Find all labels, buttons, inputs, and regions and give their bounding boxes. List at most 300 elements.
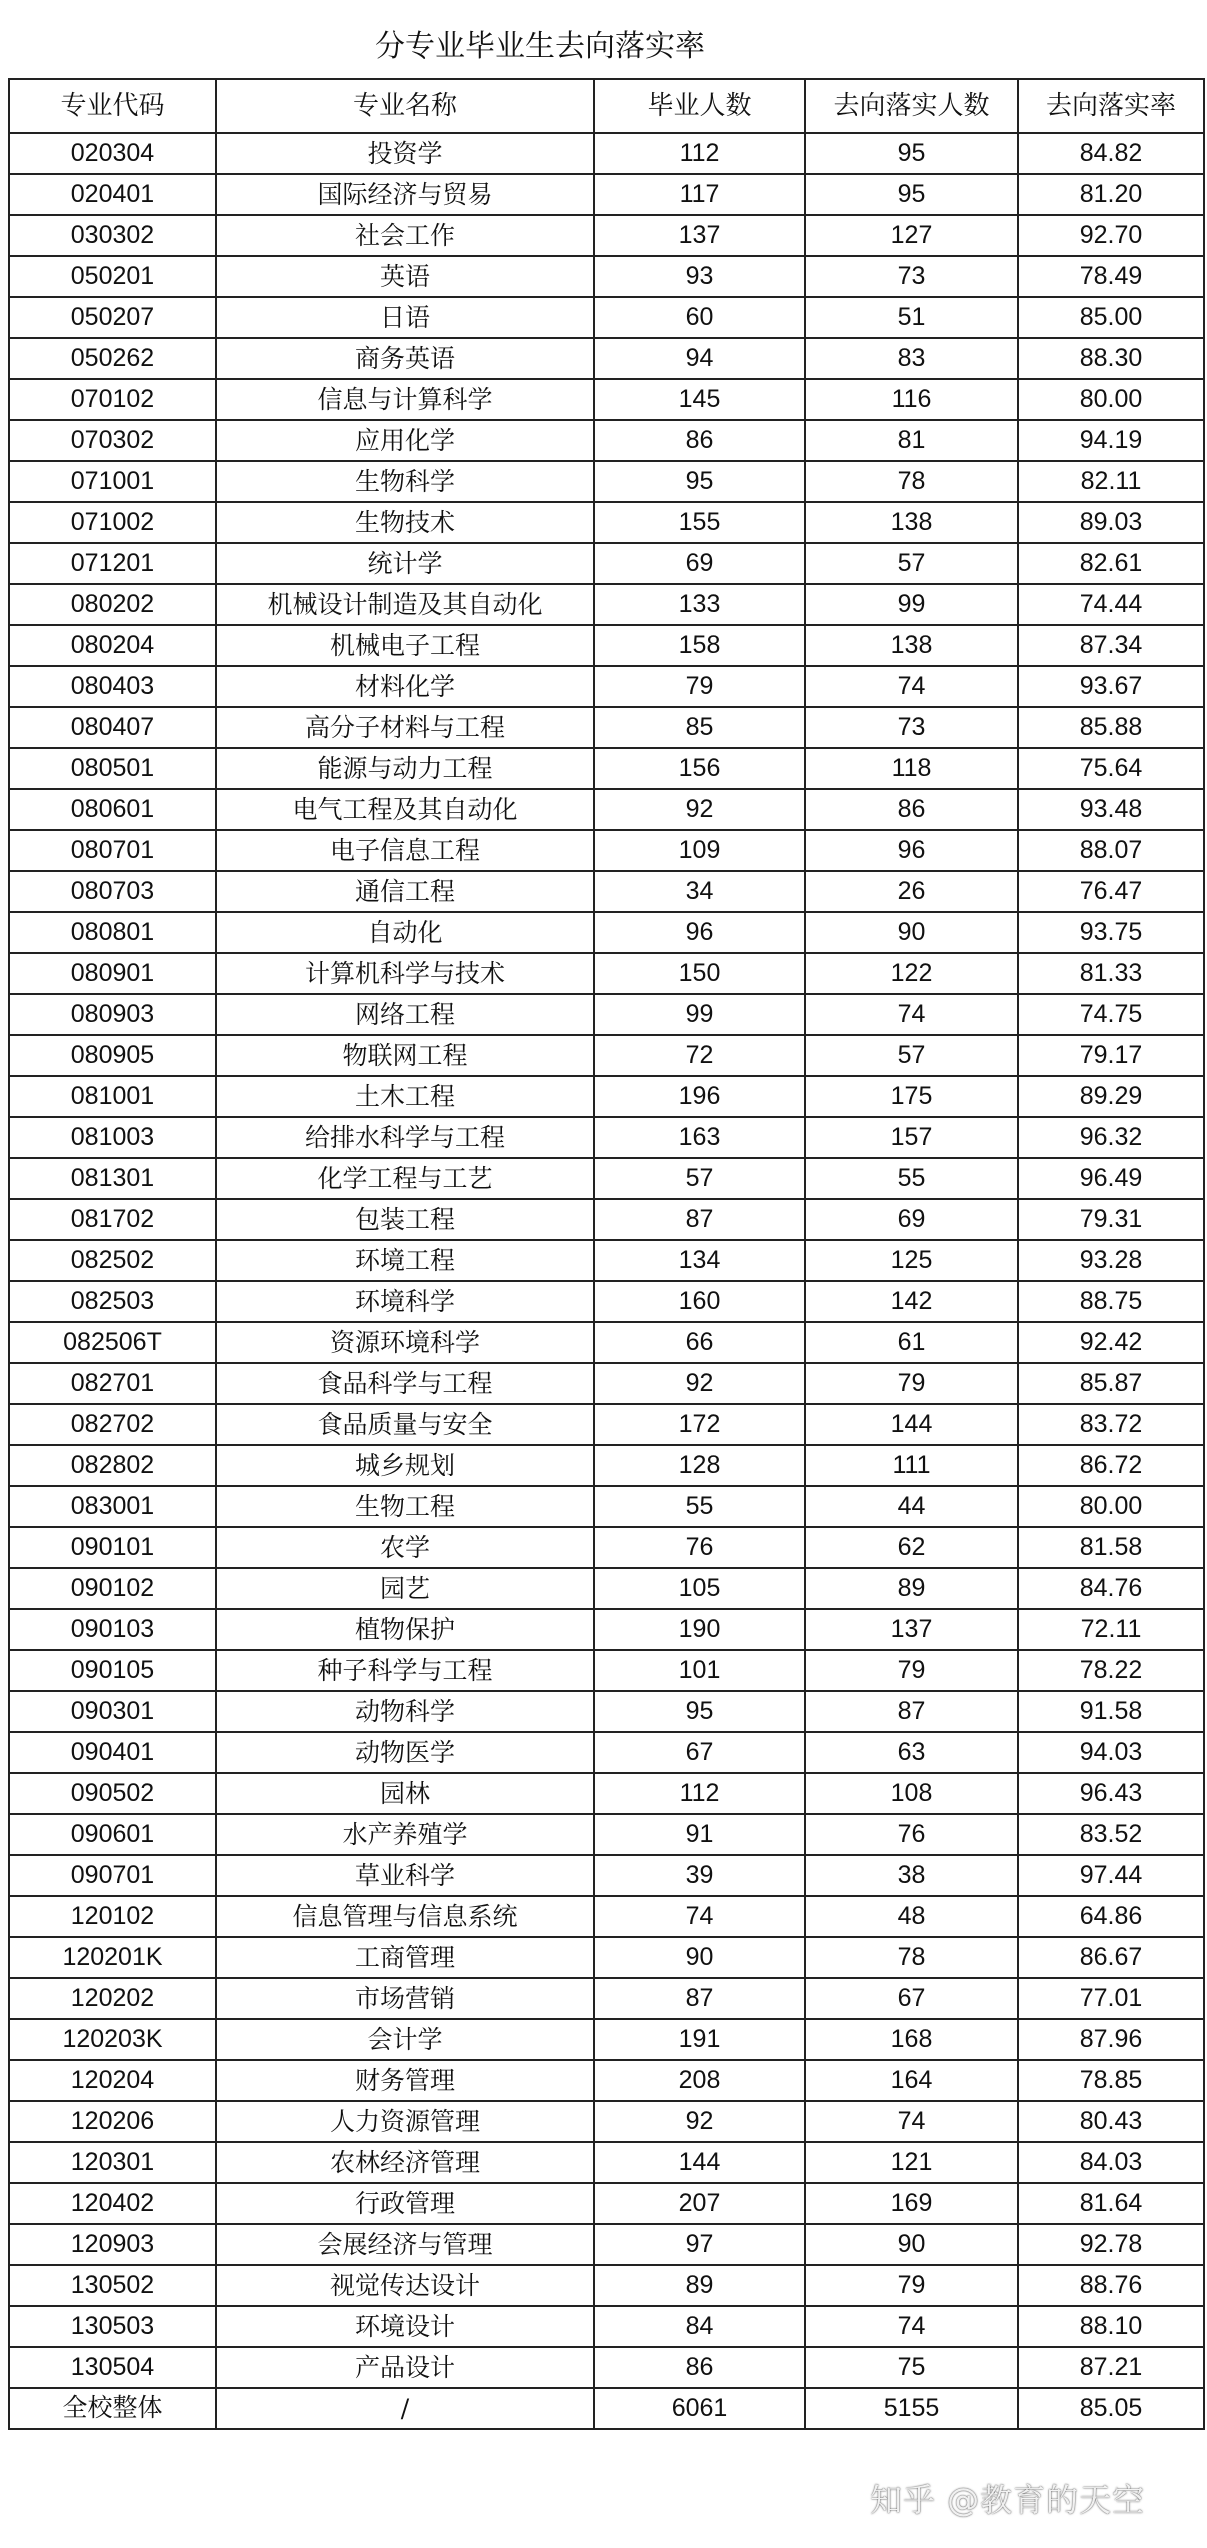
- cell-placement-rate: 83.52: [1018, 1814, 1204, 1855]
- cell-placed: 138: [805, 502, 1018, 543]
- table-row: [9, 1486, 1204, 1527]
- cell-placement-rate: 83.72: [1018, 1404, 1204, 1445]
- cell-major-code: 090102: [9, 1568, 216, 1609]
- cell-major-code: 050201: [9, 256, 216, 297]
- cell-major-name: /: [216, 2388, 594, 2429]
- cell-placement-rate: 87.96: [1018, 2019, 1204, 2060]
- cell-major-name: 财务管理: [216, 2060, 594, 2101]
- cell-major-code: 071001: [9, 461, 216, 502]
- cell-major-name: 生物科学: [216, 461, 594, 502]
- cell-major-name: 包装工程: [216, 1199, 594, 1240]
- cell-major-code: 080204: [9, 625, 216, 666]
- cell-major-code: 130502: [9, 2265, 216, 2306]
- cell-graduates: 112: [594, 133, 805, 174]
- cell-major-code: 080901: [9, 953, 216, 994]
- cell-major-code: 080403: [9, 666, 216, 707]
- cell-graduates: 101: [594, 1650, 805, 1691]
- cell-major-code: 090103: [9, 1609, 216, 1650]
- cell-graduates: 34: [594, 871, 805, 912]
- cell-major-name: 应用化学: [216, 420, 594, 461]
- cell-graduates: 158: [594, 625, 805, 666]
- cell-major-code: 080801: [9, 912, 216, 953]
- cell-placed: 122: [805, 953, 1018, 994]
- table-row: [9, 1773, 1204, 1814]
- cell-placement-rate: 84.03: [1018, 2142, 1204, 2183]
- cell-major-code: 120903: [9, 2224, 216, 2265]
- cell-placed: 73: [805, 256, 1018, 297]
- cell-graduates: 87: [594, 1978, 805, 2019]
- cell-major-code: 120102: [9, 1896, 216, 1937]
- cell-major-name: 给排水科学与工程: [216, 1117, 594, 1158]
- cell-major-name: 英语: [216, 256, 594, 297]
- table-row: [9, 1937, 1204, 1978]
- cell-placed: 67: [805, 1978, 1018, 2019]
- cell-major-code: 080903: [9, 994, 216, 1035]
- cell-placement-rate: 84.76: [1018, 1568, 1204, 1609]
- cell-graduates: 160: [594, 1281, 805, 1322]
- cell-placement-rate: 86.67: [1018, 1937, 1204, 1978]
- table-row: [9, 748, 1204, 789]
- table-row: [9, 1035, 1204, 1076]
- cell-major-code: 020304: [9, 133, 216, 174]
- cell-major-code: 120301: [9, 2142, 216, 2183]
- cell-major-name: 高分子材料与工程: [216, 707, 594, 748]
- table-row: [9, 1855, 1204, 1896]
- table-row: [9, 2019, 1204, 2060]
- cell-major-code: 120202: [9, 1978, 216, 2019]
- cell-placed: 78: [805, 461, 1018, 502]
- cell-placement-rate: 75.64: [1018, 748, 1204, 789]
- cell-major-name: 土木工程: [216, 1076, 594, 1117]
- cell-graduates: 60: [594, 297, 805, 338]
- cell-major-code: 080601: [9, 789, 216, 830]
- cell-major-code: 090701: [9, 1855, 216, 1896]
- cell-placed: 63: [805, 1732, 1018, 1773]
- cell-major-name: 农学: [216, 1527, 594, 1568]
- cell-major-name: 机械设计制造及其自动化: [216, 584, 594, 625]
- cell-major-code: 082503: [9, 1281, 216, 1322]
- cell-graduates: 55: [594, 1486, 805, 1527]
- cell-graduates: 6061: [594, 2388, 805, 2429]
- header-major-code: 专业代码: [9, 79, 216, 133]
- cell-graduates: 93: [594, 256, 805, 297]
- table-row: [9, 2306, 1204, 2347]
- cell-placed: 73: [805, 707, 1018, 748]
- cell-placement-rate: 92.42: [1018, 1322, 1204, 1363]
- cell-placed: 74: [805, 994, 1018, 1035]
- cell-graduates: 117: [594, 174, 805, 215]
- cell-major-code: 090105: [9, 1650, 216, 1691]
- table-row: [9, 1322, 1204, 1363]
- cell-placed: 95: [805, 174, 1018, 215]
- cell-placed: 74: [805, 666, 1018, 707]
- cell-placement-rate: 79.31: [1018, 1199, 1204, 1240]
- cell-major-code: 080701: [9, 830, 216, 871]
- cell-major-name: 食品科学与工程: [216, 1363, 594, 1404]
- cell-placed: 57: [805, 543, 1018, 584]
- cell-major-name: 日语: [216, 297, 594, 338]
- cell-graduates: 156: [594, 748, 805, 789]
- cell-graduates: 72: [594, 1035, 805, 1076]
- table-row: [9, 543, 1204, 584]
- cell-placed: 168: [805, 2019, 1018, 2060]
- cell-graduates: 86: [594, 2347, 805, 2388]
- cell-graduates: 155: [594, 502, 805, 543]
- cell-major-name: 电气工程及其自动化: [216, 789, 594, 830]
- cell-placed: 125: [805, 1240, 1018, 1281]
- cell-placed: 144: [805, 1404, 1018, 1445]
- cell-placement-rate: 77.01: [1018, 1978, 1204, 2019]
- table-row: [9, 2183, 1204, 2224]
- cell-placed: 81: [805, 420, 1018, 461]
- cell-placed: 118: [805, 748, 1018, 789]
- cell-placed: 169: [805, 2183, 1018, 2224]
- cell-major-code: 090502: [9, 1773, 216, 1814]
- cell-placed: 61: [805, 1322, 1018, 1363]
- cell-placed: 121: [805, 2142, 1018, 2183]
- header-major-name: 专业名称: [216, 79, 594, 133]
- cell-major-code: 050262: [9, 338, 216, 379]
- cell-major-name: 环境设计: [216, 2306, 594, 2347]
- table-row: [9, 174, 1204, 215]
- cell-placement-rate: 79.17: [1018, 1035, 1204, 1076]
- cell-major-name: 市场营销: [216, 1978, 594, 2019]
- cell-placement-rate: 85.00: [1018, 297, 1204, 338]
- graduate-placement-table: [8, 78, 1205, 2430]
- cell-major-name: 资源环境科学: [216, 1322, 594, 1363]
- cell-placed: 138: [805, 625, 1018, 666]
- cell-placement-rate: 93.75: [1018, 912, 1204, 953]
- cell-major-name: 电子信息工程: [216, 830, 594, 871]
- cell-placed: 79: [805, 1363, 1018, 1404]
- cell-major-code: 090601: [9, 1814, 216, 1855]
- cell-graduates: 150: [594, 953, 805, 994]
- cell-graduates: 76: [594, 1527, 805, 1568]
- table-row: [9, 1568, 1204, 1609]
- cell-major-name: 国际经济与贸易: [216, 174, 594, 215]
- table-row: [9, 1281, 1204, 1322]
- table-row: [9, 2101, 1204, 2142]
- cell-major-name: 环境工程: [216, 1240, 594, 1281]
- table-row: [9, 297, 1204, 338]
- header-placement-rate: 去向落实率: [1018, 79, 1204, 133]
- cell-major-name: 生物技术: [216, 502, 594, 543]
- cell-placement-rate: 94.03: [1018, 1732, 1204, 1773]
- cell-placement-rate: 78.22: [1018, 1650, 1204, 1691]
- table-row: [9, 2224, 1204, 2265]
- cell-placement-rate: 80.00: [1018, 1486, 1204, 1527]
- cell-placed: 95: [805, 133, 1018, 174]
- cell-placement-rate: 85.05: [1018, 2388, 1204, 2429]
- cell-placed: 76: [805, 1814, 1018, 1855]
- cell-major-name: 行政管理: [216, 2183, 594, 2224]
- cell-major-name: 环境科学: [216, 1281, 594, 1322]
- cell-graduates: 67: [594, 1732, 805, 1773]
- cell-graduates: 190: [594, 1609, 805, 1650]
- cell-placement-rate: 74.75: [1018, 994, 1204, 1035]
- cell-major-name: 物联网工程: [216, 1035, 594, 1076]
- cell-placement-rate: 81.64: [1018, 2183, 1204, 2224]
- cell-graduates: 84: [594, 2306, 805, 2347]
- cell-placed: 78: [805, 1937, 1018, 1978]
- cell-graduates: 163: [594, 1117, 805, 1158]
- cell-placed: 79: [805, 2265, 1018, 2306]
- cell-major-code: 130504: [9, 2347, 216, 2388]
- cell-major-name: 食品质量与安全: [216, 1404, 594, 1445]
- cell-graduates: 92: [594, 2101, 805, 2142]
- table-row: [9, 461, 1204, 502]
- cell-major-code: 130503: [9, 2306, 216, 2347]
- cell-placement-rate: 93.28: [1018, 1240, 1204, 1281]
- cell-placed: 79: [805, 1650, 1018, 1691]
- cell-major-name: 信息管理与信息系统: [216, 1896, 594, 1937]
- cell-placed: 83: [805, 338, 1018, 379]
- cell-major-name: 化学工程与工艺: [216, 1158, 594, 1199]
- cell-graduates: 74: [594, 1896, 805, 1937]
- cell-major-code: 070102: [9, 379, 216, 420]
- table-row: [9, 1896, 1204, 1937]
- cell-graduates: 95: [594, 461, 805, 502]
- cell-placement-rate: 96.49: [1018, 1158, 1204, 1199]
- table-row: [9, 133, 1204, 174]
- cell-placement-rate: 81.58: [1018, 1527, 1204, 1568]
- cell-placement-rate: 85.88: [1018, 707, 1204, 748]
- table-row: [9, 830, 1204, 871]
- cell-major-code: 082502: [9, 1240, 216, 1281]
- cell-placement-rate: 76.47: [1018, 871, 1204, 912]
- cell-placement-rate: 81.20: [1018, 174, 1204, 215]
- cell-major-code: 全校整体: [9, 2388, 216, 2429]
- table-header-row: [9, 79, 1204, 133]
- cell-graduates: 87: [594, 1199, 805, 1240]
- table-row: [9, 1691, 1204, 1732]
- page-title: 分专业毕业生去向落实率: [375, 29, 705, 64]
- cell-placed: 164: [805, 2060, 1018, 2101]
- table-row: [9, 1732, 1204, 1773]
- table-row: [9, 912, 1204, 953]
- cell-placement-rate: 88.07: [1018, 830, 1204, 871]
- cell-placement-rate: 96.32: [1018, 1117, 1204, 1158]
- cell-major-name: 园艺: [216, 1568, 594, 1609]
- cell-major-name: 工商管理: [216, 1937, 594, 1978]
- cell-placed: 26: [805, 871, 1018, 912]
- table-row: [9, 1978, 1204, 2019]
- cell-placement-rate: 97.44: [1018, 1855, 1204, 1896]
- cell-placement-rate: 84.82: [1018, 133, 1204, 174]
- cell-major-name: 商务英语: [216, 338, 594, 379]
- table-row: [9, 2142, 1204, 2183]
- cell-major-name: 投资学: [216, 133, 594, 174]
- cell-placement-rate: 88.30: [1018, 338, 1204, 379]
- cell-graduates: 128: [594, 1445, 805, 1486]
- cell-major-name: 统计学: [216, 543, 594, 584]
- cell-placement-rate: 72.11: [1018, 1609, 1204, 1650]
- cell-major-name: 草业科学: [216, 1855, 594, 1896]
- table-row: [9, 994, 1204, 1035]
- cell-placement-rate: 89.03: [1018, 502, 1204, 543]
- cell-major-name: 社会工作: [216, 215, 594, 256]
- cell-graduates: 69: [594, 543, 805, 584]
- cell-major-code: 120204: [9, 2060, 216, 2101]
- cell-placement-rate: 88.10: [1018, 2306, 1204, 2347]
- table-row: [9, 256, 1204, 297]
- cell-placement-rate: 81.33: [1018, 953, 1204, 994]
- cell-placement-rate: 78.85: [1018, 2060, 1204, 2101]
- cell-placed: 57: [805, 1035, 1018, 1076]
- cell-placement-rate: 64.86: [1018, 1896, 1204, 1937]
- cell-graduates: 91: [594, 1814, 805, 1855]
- table-row: [9, 1527, 1204, 1568]
- cell-placed: 44: [805, 1486, 1018, 1527]
- cell-major-name: 人力资源管理: [216, 2101, 594, 2142]
- cell-graduates: 208: [594, 2060, 805, 2101]
- table-row: [9, 1199, 1204, 1240]
- cell-placement-rate: 93.48: [1018, 789, 1204, 830]
- cell-placed: 90: [805, 912, 1018, 953]
- cell-graduates: 109: [594, 830, 805, 871]
- cell-placement-rate: 92.78: [1018, 2224, 1204, 2265]
- cell-graduates: 134: [594, 1240, 805, 1281]
- cell-placement-rate: 87.34: [1018, 625, 1204, 666]
- cell-major-code: 120203K: [9, 2019, 216, 2060]
- table-row: [9, 1445, 1204, 1486]
- cell-major-name: 信息与计算科学: [216, 379, 594, 420]
- cell-graduates: 105: [594, 1568, 805, 1609]
- cell-major-name: 生物工程: [216, 1486, 594, 1527]
- table-row: [9, 1158, 1204, 1199]
- cell-major-code: 081003: [9, 1117, 216, 1158]
- cell-major-name: 视觉传达设计: [216, 2265, 594, 2306]
- cell-major-code: 120201K: [9, 1937, 216, 1978]
- cell-placement-rate: 74.44: [1018, 584, 1204, 625]
- cell-major-name: 机械电子工程: [216, 625, 594, 666]
- table-row: [9, 789, 1204, 830]
- cell-major-code: 090301: [9, 1691, 216, 1732]
- table-row: [9, 338, 1204, 379]
- cell-major-code: 083001: [9, 1486, 216, 1527]
- cell-graduates: 97: [594, 2224, 805, 2265]
- cell-placement-rate: 82.11: [1018, 461, 1204, 502]
- cell-placed: 62: [805, 1527, 1018, 1568]
- cell-major-name: 农林经济管理: [216, 2142, 594, 2183]
- cell-placed: 157: [805, 1117, 1018, 1158]
- table-row: [9, 1814, 1204, 1855]
- cell-placement-rate: 91.58: [1018, 1691, 1204, 1732]
- cell-major-name: 会展经济与管理: [216, 2224, 594, 2265]
- table-row: [9, 1650, 1204, 1691]
- cell-placed: 48: [805, 1896, 1018, 1937]
- cell-major-name: 城乡规划: [216, 1445, 594, 1486]
- cell-major-code: 030302: [9, 215, 216, 256]
- cell-placed: 111: [805, 1445, 1018, 1486]
- table-row: [9, 1240, 1204, 1281]
- cell-graduates: 57: [594, 1158, 805, 1199]
- cell-placed: 5155: [805, 2388, 1018, 2429]
- cell-major-code: 070302: [9, 420, 216, 461]
- cell-major-name: 计算机科学与技术: [216, 953, 594, 994]
- cell-placed: 87: [805, 1691, 1018, 1732]
- cell-graduates: 89: [594, 2265, 805, 2306]
- cell-major-code: 082506T: [9, 1322, 216, 1363]
- cell-major-code: 080905: [9, 1035, 216, 1076]
- cell-major-name: 材料化学: [216, 666, 594, 707]
- table-row: [9, 625, 1204, 666]
- cell-placed: 137: [805, 1609, 1018, 1650]
- cell-placement-rate: 80.00: [1018, 379, 1204, 420]
- cell-major-name: 能源与动力工程: [216, 748, 594, 789]
- cell-major-code: 090101: [9, 1527, 216, 1568]
- cell-graduates: 112: [594, 1773, 805, 1814]
- cell-graduates: 207: [594, 2183, 805, 2224]
- table-row: [9, 584, 1204, 625]
- cell-graduates: 96: [594, 912, 805, 953]
- cell-major-code: 120206: [9, 2101, 216, 2142]
- cell-placement-rate: 86.72: [1018, 1445, 1204, 1486]
- cell-placed: 74: [805, 2101, 1018, 2142]
- table-body: [9, 133, 1204, 2429]
- table-row: [9, 1609, 1204, 1650]
- cell-placement-rate: 93.67: [1018, 666, 1204, 707]
- cell-major-code: 020401: [9, 174, 216, 215]
- table-row: [9, 871, 1204, 912]
- cell-graduates: 196: [594, 1076, 805, 1117]
- cell-graduates: 39: [594, 1855, 805, 1896]
- cell-major-code: 050207: [9, 297, 216, 338]
- table-row: [9, 1404, 1204, 1445]
- cell-major-code: 071002: [9, 502, 216, 543]
- cell-major-code: 080501: [9, 748, 216, 789]
- cell-placement-rate: 80.43: [1018, 2101, 1204, 2142]
- cell-major-code: 081702: [9, 1199, 216, 1240]
- cell-placement-rate: 89.29: [1018, 1076, 1204, 1117]
- cell-graduates: 137: [594, 215, 805, 256]
- cell-major-code: 080202: [9, 584, 216, 625]
- table-row: [9, 502, 1204, 543]
- cell-placed: 55: [805, 1158, 1018, 1199]
- cell-placed: 175: [805, 1076, 1018, 1117]
- header-placed: 去向落实人数: [805, 79, 1018, 133]
- cell-placement-rate: 96.43: [1018, 1773, 1204, 1814]
- table-row: [9, 666, 1204, 707]
- cell-major-code: 120402: [9, 2183, 216, 2224]
- cell-placement-rate: 88.75: [1018, 1281, 1204, 1322]
- cell-major-name: 动物科学: [216, 1691, 594, 1732]
- cell-graduates: 92: [594, 1363, 805, 1404]
- cell-placed: 90: [805, 2224, 1018, 2265]
- cell-graduates: 94: [594, 338, 805, 379]
- table-row: [9, 1076, 1204, 1117]
- table-row: [9, 2265, 1204, 2306]
- cell-major-name: 植物保护: [216, 1609, 594, 1650]
- table-row: [9, 2060, 1204, 2101]
- watermark: 知乎 @教育的天空: [870, 2481, 1146, 2519]
- cell-major-name: 自动化: [216, 912, 594, 953]
- cell-placement-rate: 88.76: [1018, 2265, 1204, 2306]
- cell-major-name: 产品设计: [216, 2347, 594, 2388]
- cell-major-code: 071201: [9, 543, 216, 584]
- cell-major-name: 水产养殖学: [216, 1814, 594, 1855]
- cell-graduates: 191: [594, 2019, 805, 2060]
- cell-placement-rate: 92.70: [1018, 215, 1204, 256]
- cell-placed: 69: [805, 1199, 1018, 1240]
- cell-major-name: 动物医学: [216, 1732, 594, 1773]
- cell-graduates: 133: [594, 584, 805, 625]
- cell-placed: 99: [805, 584, 1018, 625]
- cell-placed: 96: [805, 830, 1018, 871]
- cell-placed: 75: [805, 2347, 1018, 2388]
- cell-placement-rate: 87.21: [1018, 2347, 1204, 2388]
- cell-placed: 108: [805, 1773, 1018, 1814]
